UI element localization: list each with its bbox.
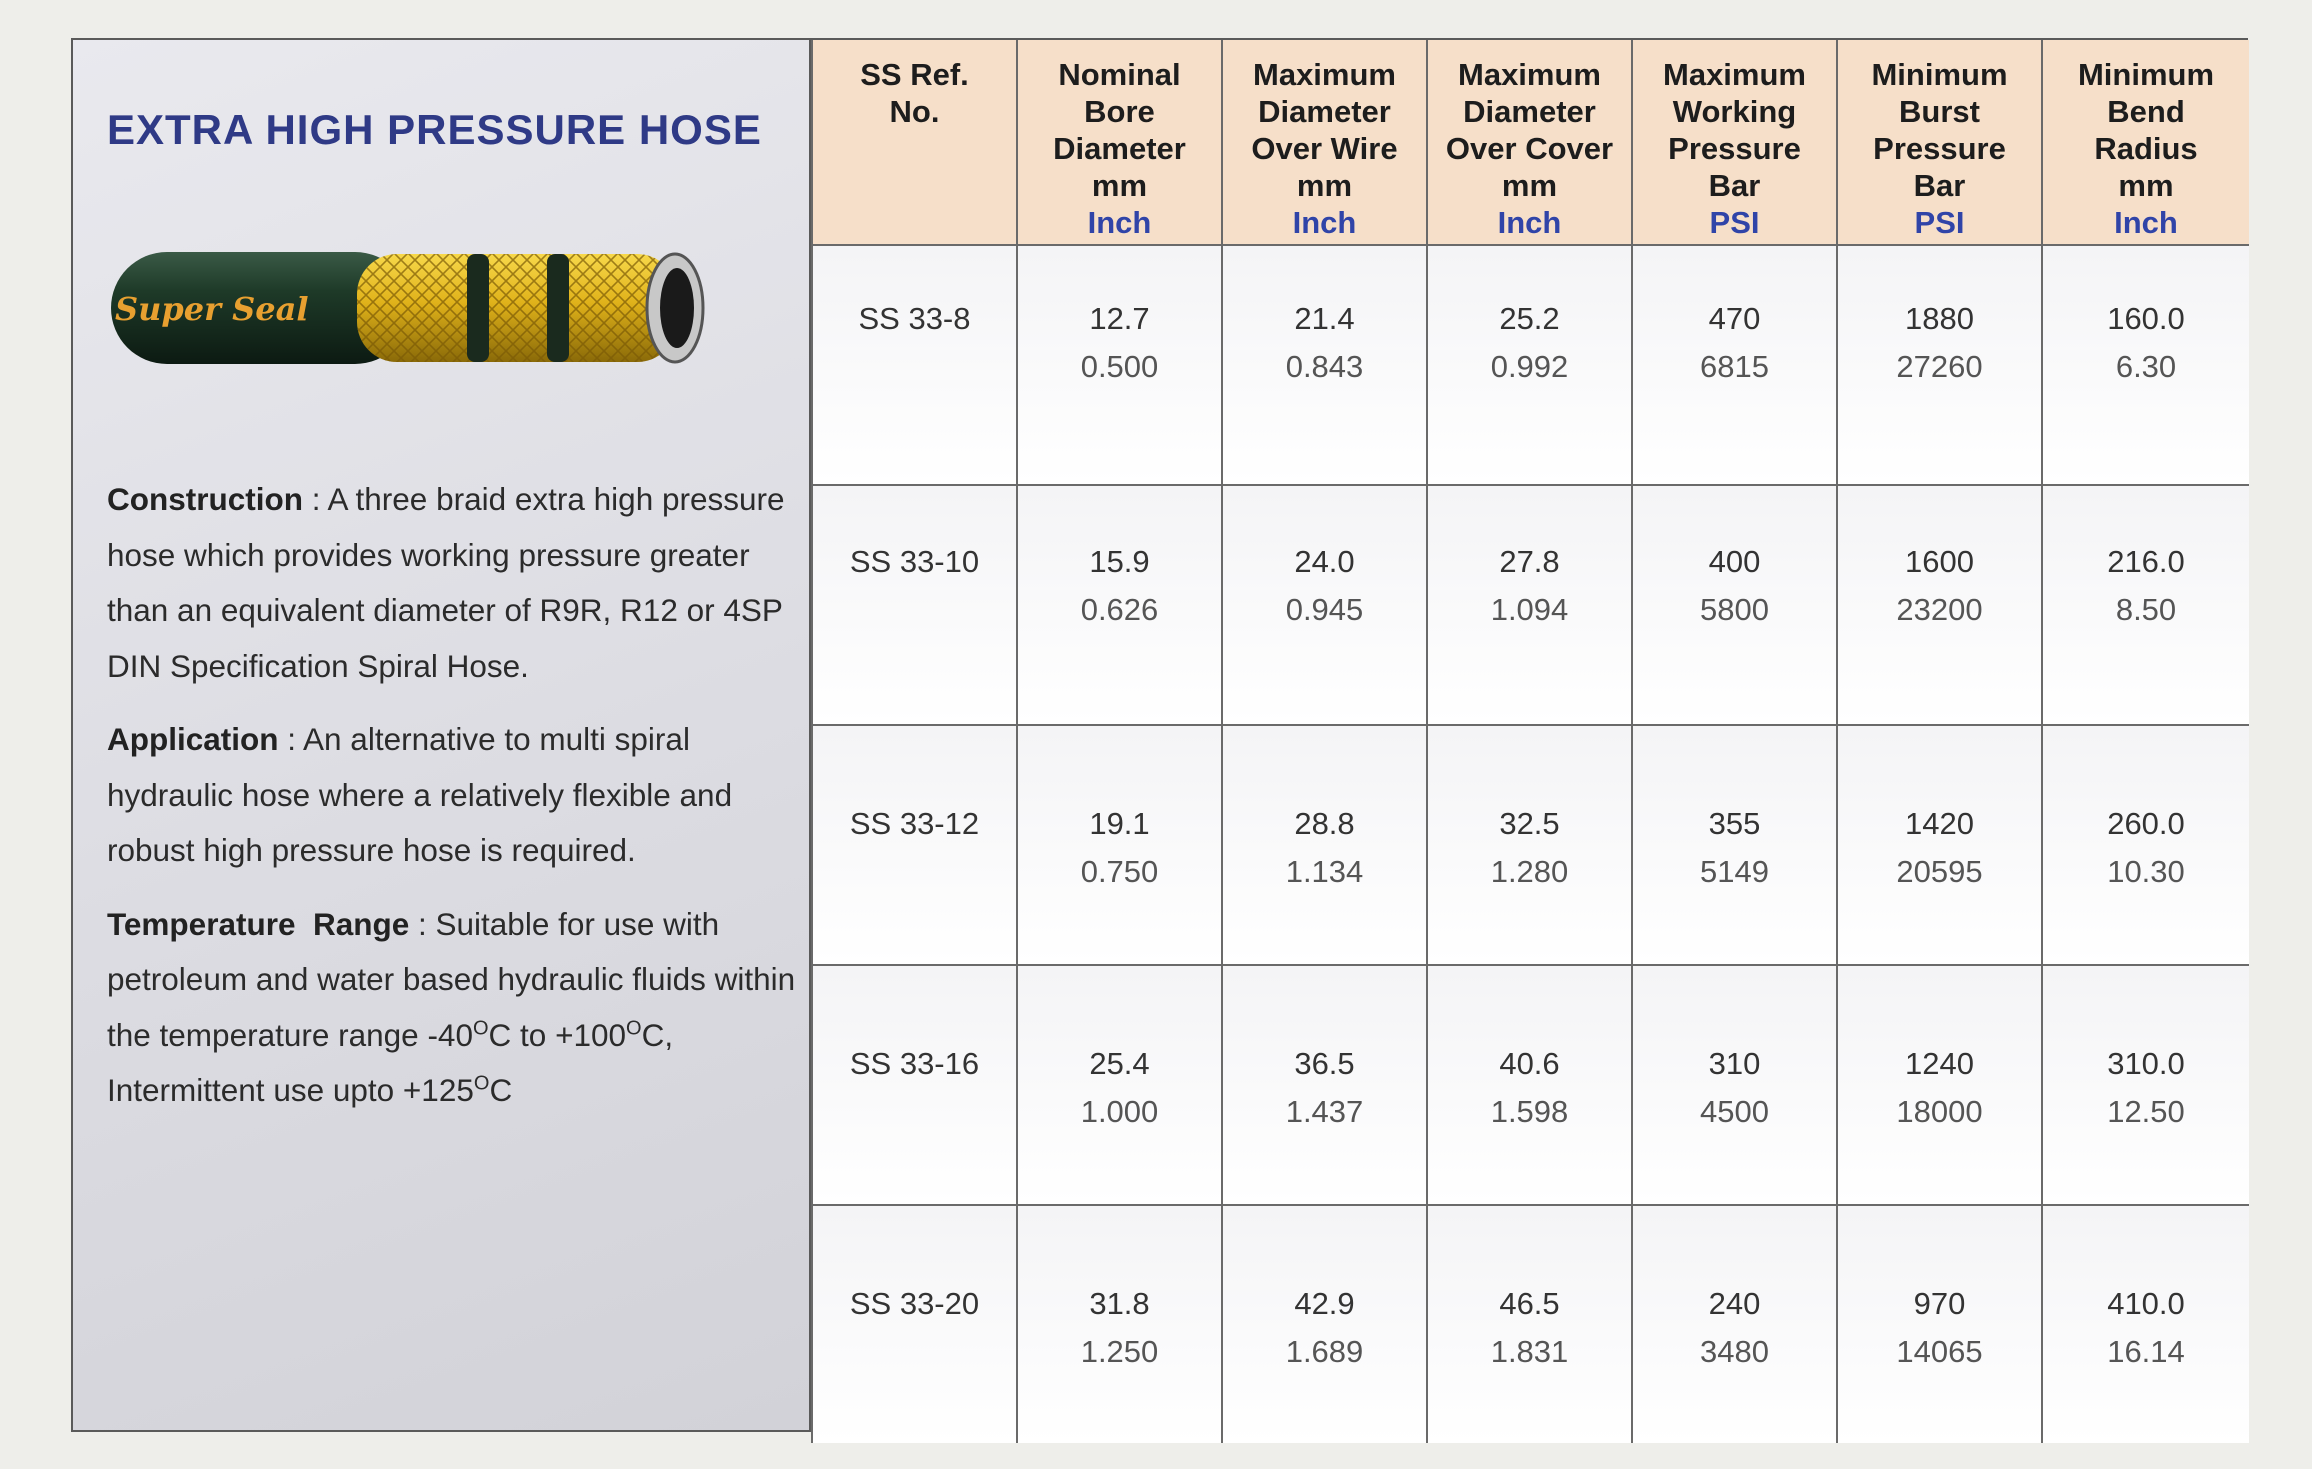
- column-header-unit: Inch: [1292, 205, 1357, 240]
- table-row: [812, 485, 2249, 725]
- column-header-line: Bend: [2107, 94, 2185, 129]
- value-cell: [1222, 725, 1427, 965]
- column-header: [2042, 40, 2249, 245]
- metric-value: 21.4: [1294, 301, 1355, 336]
- table-row: [812, 725, 2249, 965]
- column-header: [812, 40, 1017, 245]
- value-cell: [1632, 1205, 1837, 1443]
- column-header-unit: PSI: [1709, 205, 1760, 240]
- metric-value: 400: [1708, 544, 1761, 579]
- table-row: [812, 965, 2249, 1205]
- imperial-value: 0.843: [1285, 349, 1364, 384]
- column-header-line: Working: [1672, 94, 1797, 129]
- column-header-line: mm: [1296, 168, 1353, 203]
- value-cell: [1427, 245, 1632, 485]
- column-header: [1017, 40, 1222, 245]
- table-row: [812, 1205, 2249, 1443]
- page-title: EXTRA HIGH PRESSURE HOSE: [107, 106, 762, 153]
- metric-value: 160.0: [2107, 301, 2185, 336]
- ref-number-cell: SS 33-12: [812, 725, 1017, 965]
- column-header-line: Over Cover: [1445, 131, 1614, 166]
- value-cell: [1837, 245, 2042, 485]
- imperial-value: 18000: [1896, 1094, 1983, 1129]
- construction-label: Construction: [107, 481, 303, 517]
- column-header-line: Pressure: [1873, 131, 2006, 166]
- column-header-line: Maximum: [1253, 57, 1396, 92]
- imperial-value: 6.30: [2115, 349, 2177, 384]
- ref-number-cell: SS 33-10: [812, 485, 1017, 725]
- metric-value: 27.8: [1499, 544, 1560, 579]
- value-cell: [1427, 1205, 1632, 1443]
- metric-value: 19.1: [1089, 806, 1150, 841]
- column-header-line: Minimum: [1871, 57, 2008, 92]
- column-header-line: mm: [2118, 168, 2174, 203]
- imperial-value: 0.750: [1080, 854, 1159, 889]
- metric-value: 470: [1708, 301, 1761, 336]
- value-cell: [1017, 245, 1222, 485]
- imperial-value: 5149: [1700, 854, 1769, 889]
- imperial-value: 0.626: [1080, 592, 1159, 627]
- column-header-line: Bore: [1084, 94, 1155, 129]
- column-header-line: Diameter: [1053, 131, 1186, 166]
- imperial-value: 0.992: [1490, 349, 1569, 384]
- metric-value: 32.5: [1499, 806, 1560, 841]
- ref-number-cell: SS 33-8: [812, 245, 1017, 485]
- column-header-line: Radius: [2094, 131, 2198, 166]
- imperial-value: 10.30: [2107, 854, 2185, 889]
- column-header: [1837, 40, 2042, 245]
- value-cell: [1427, 965, 1632, 1205]
- value-cell: [1017, 1205, 1222, 1443]
- application-label: Application: [107, 721, 279, 757]
- specification-table: [811, 40, 2249, 1443]
- column-header-line: Minimum: [2077, 57, 2215, 92]
- spec-sheet: [71, 38, 2248, 1432]
- value-cell: [1017, 965, 1222, 1205]
- value-cell: [1222, 245, 1427, 485]
- temperature-paragraph: Temperature Range : Suitable for use with petroleum and water based hydraulic fluids within the temperature range $-40^OC$ to $+100^OC$, Intermittent use upto $+125^OC$: [107, 905, 796, 1108]
- imperial-value: 1.598: [1490, 1094, 1569, 1129]
- value-cell: [1222, 485, 1427, 725]
- hose-image: [107, 246, 707, 370]
- hose-braid-band: [547, 254, 569, 362]
- imperial-value: 5800: [1700, 592, 1769, 627]
- product-info-panel: [73, 40, 811, 1430]
- imperial-value: 1.831: [1490, 1334, 1569, 1369]
- ref-number-cell: SS 33-16: [812, 965, 1017, 1205]
- metric-value: 1600: [1905, 544, 1974, 579]
- value-cell: [1632, 965, 1837, 1205]
- metric-value: 970: [1913, 1286, 1966, 1321]
- column-header-line: Burst: [1899, 94, 1980, 129]
- metric-value: 24.0: [1294, 544, 1355, 579]
- column-header-line: Pressure: [1668, 131, 1801, 166]
- imperial-value: 20595: [1896, 854, 1983, 889]
- value-cell: [2042, 965, 2249, 1205]
- imperial-value: 14065: [1896, 1334, 1983, 1369]
- imperial-value: 12.50: [2107, 1094, 2185, 1129]
- column-header-unit: Inch: [2114, 205, 2178, 240]
- metric-value: 46.5: [1499, 1286, 1560, 1321]
- value-cell: [2042, 1205, 2249, 1443]
- value-cell: [1222, 1205, 1427, 1443]
- metric-value: 310.0: [2107, 1046, 2185, 1081]
- value-cell: [1632, 485, 1837, 725]
- value-cell: [1632, 725, 1837, 965]
- column-header-unit: Inch: [1497, 205, 1562, 240]
- value-cell: [2042, 725, 2249, 965]
- column-header-line: Nominal: [1058, 57, 1181, 92]
- imperial-value: 0.945: [1285, 592, 1364, 627]
- value-cell: [1427, 725, 1632, 965]
- imperial-value: 1.689: [1285, 1334, 1364, 1369]
- column-header-line: Maximum: [1663, 57, 1806, 92]
- imperial-value: 1.000: [1080, 1094, 1159, 1129]
- metric-value: 1420: [1905, 806, 1974, 841]
- value-cell: [1837, 725, 2042, 965]
- metric-value: 1880: [1905, 301, 1974, 336]
- column-header-line: Maximum: [1458, 57, 1601, 92]
- value-cell: [2042, 245, 2249, 485]
- value-cell: [1837, 1205, 2042, 1443]
- column-header-unit: Inch: [1087, 205, 1152, 240]
- metric-value: 25.2: [1499, 301, 1560, 336]
- value-cell: [1017, 725, 1222, 965]
- column-header-line: mm: [1091, 168, 1148, 203]
- column-header: [1427, 40, 1632, 245]
- metric-value: 42.9: [1294, 1286, 1355, 1321]
- column-header-line: Bar: [1708, 168, 1761, 203]
- imperial-value: 3480: [1700, 1334, 1769, 1369]
- metric-value: 310: [1708, 1046, 1761, 1081]
- value-cell: [2042, 485, 2249, 725]
- value-cell: [1837, 965, 2042, 1205]
- metric-value: 240: [1708, 1286, 1761, 1321]
- metric-value: 31.8: [1089, 1286, 1150, 1321]
- imperial-value: 0.500: [1080, 349, 1159, 384]
- column-header-line: mm: [1501, 168, 1558, 203]
- construction-paragraph: Construction : A three braid extra high pressure hose which provides working pressure greater than an equivalent diameter of R9R, R12 or 4SP DIN Specification Spiral Hose.: [107, 481, 785, 684]
- value-cell: [1017, 485, 1222, 725]
- metric-value: 28.8: [1294, 806, 1355, 841]
- table-header-row: [812, 40, 2249, 245]
- application-paragraph: Application : An alternative to multi spiral hydraulic hose where a relatively flexible and robust high pressure hose is required.: [107, 721, 733, 868]
- metric-value: 216.0: [2107, 544, 2185, 579]
- column-header: [1222, 40, 1427, 245]
- metric-value: 25.4: [1089, 1046, 1150, 1081]
- value-cell: [1427, 485, 1632, 725]
- imperial-value: 6815: [1700, 349, 1769, 384]
- hose-braid-band: [467, 254, 489, 362]
- imperial-value: 23200: [1896, 592, 1983, 627]
- metric-value: 15.9: [1089, 544, 1150, 579]
- imperial-value: 1.437: [1285, 1094, 1364, 1129]
- temperature-label: Temperature Range: [107, 905, 410, 942]
- hose-brand-logo: Super Seal: [115, 290, 309, 328]
- imperial-value: 16.14: [2107, 1334, 2185, 1369]
- metric-value: 1240: [1905, 1046, 1974, 1081]
- column-header-line: Bar: [1913, 168, 1966, 203]
- imperial-value: 1.250: [1080, 1334, 1159, 1369]
- value-cell: [1632, 245, 1837, 485]
- metric-value: 12.7: [1089, 301, 1150, 336]
- product-description: [107, 472, 797, 1137]
- column-header-line: Diameter: [1258, 94, 1391, 129]
- metric-value: 355: [1708, 806, 1761, 841]
- imperial-value: 1.134: [1285, 854, 1364, 889]
- metric-value: 260.0: [2107, 806, 2185, 841]
- imperial-value: 27260: [1896, 349, 1983, 384]
- value-cell: [1222, 965, 1427, 1205]
- imperial-value: 1.280: [1490, 854, 1569, 889]
- imperial-value: 8.50: [2115, 592, 2177, 627]
- column-header-line: Diameter: [1463, 94, 1596, 129]
- ref-number-cell: SS 33-20: [812, 1205, 1017, 1443]
- column-header-unit: PSI: [1914, 205, 1965, 240]
- column-header-line: SS Ref.: [860, 57, 969, 92]
- imperial-value: 4500: [1700, 1094, 1769, 1129]
- metric-value: 40.6: [1499, 1046, 1560, 1081]
- metric-value: 410.0: [2107, 1286, 2185, 1321]
- table-row: [812, 245, 2249, 485]
- column-header-line: No.: [889, 94, 940, 129]
- column-header-line: Over Wire: [1251, 131, 1398, 166]
- metric-value: 36.5: [1294, 1046, 1355, 1081]
- value-cell: [1837, 485, 2042, 725]
- column-header: [1632, 40, 1837, 245]
- imperial-value: 1.094: [1490, 592, 1569, 627]
